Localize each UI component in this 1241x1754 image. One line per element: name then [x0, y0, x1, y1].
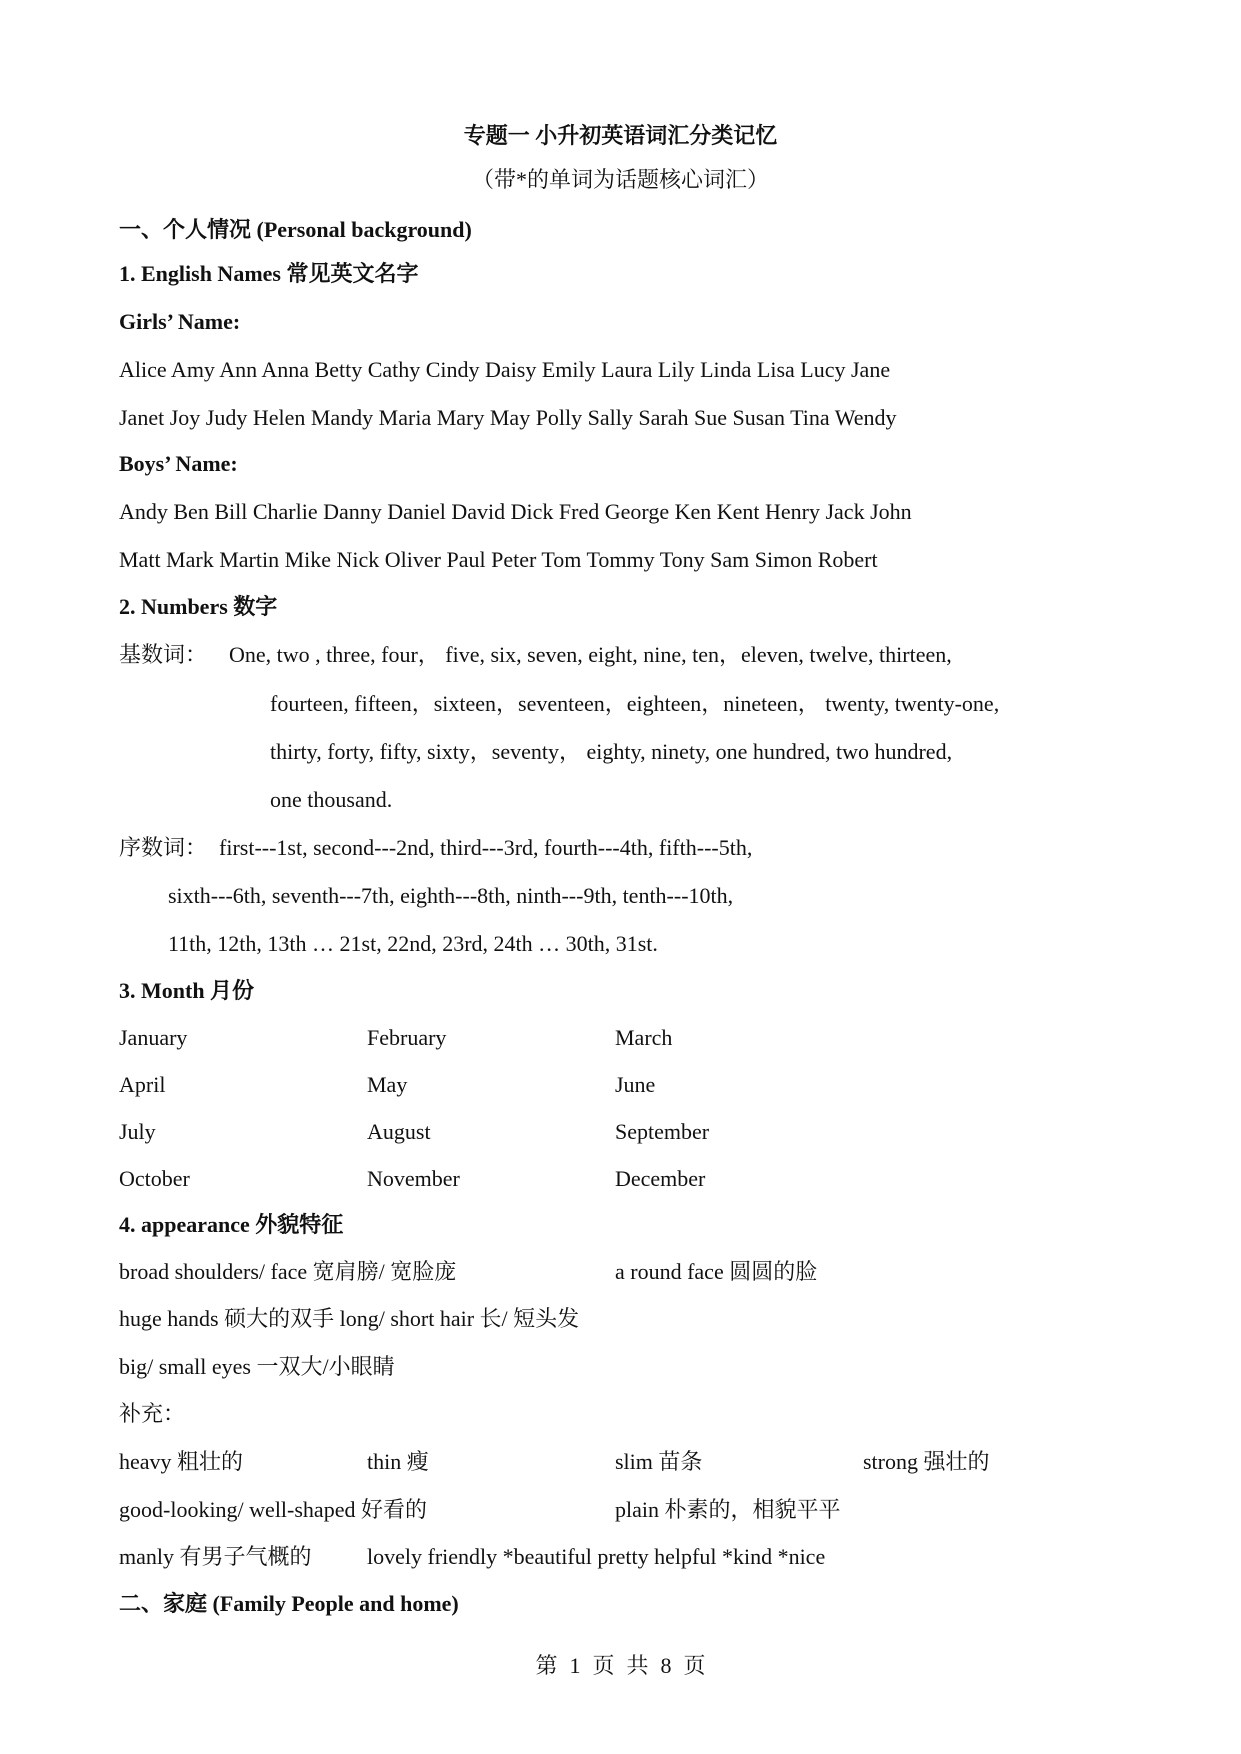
section-heading-family: 二、家庭 (Family People and home)	[119, 1591, 459, 1616]
label-girls-name: Girls’ Name:	[119, 309, 241, 334]
cardinal-line-4: one thousand.	[270, 787, 393, 812]
section-heading-personal: 一、个人情况 (Personal background)	[119, 217, 472, 242]
month-cell: October	[119, 1166, 190, 1191]
appearance-line-5b: plain 朴素的，相貌平平	[615, 1497, 841, 1522]
page-footer	[0, 1652, 1241, 1680]
appearance-word: thin 瘦	[367, 1449, 429, 1474]
footer-text: 页	[592, 1653, 615, 1678]
girls-names-line-2: Janet Joy Judy Helen Mandy Maria Mary May Polly Sally Sarah Sue Susan Tina Wendy	[119, 405, 897, 430]
month-cell: April	[119, 1072, 166, 1097]
month-cell: June	[615, 1072, 656, 1097]
month-cell: March	[615, 1025, 673, 1050]
ordinal-line-2: sixth---6th, seventh---7th, eighth---8th, ninth---9th, tenth---10th,	[168, 883, 734, 908]
appearance-line-5a: good-looking/ well-shaped 好看的	[119, 1497, 427, 1522]
cardinal-line-3: thirty, forty, fifty, sixty，seventy， eighty, ninety, one hundred, two hundred,	[270, 739, 953, 764]
boys-names-line-2: Matt Mark Martin Mike Nick Oliver Paul Peter Tom Tommy Tony Sam Simon Robert	[119, 547, 878, 572]
appearance-line-1b: a round face 圆圆的脸	[615, 1259, 818, 1284]
total-page-number: 8	[660, 1653, 672, 1678]
month-cell: December	[615, 1166, 706, 1191]
page-subtitle: （带*的单词为话题核心词汇）	[471, 167, 769, 192]
appearance-line-2: huge hands 硕大的双手 long/ short hair 长/ 短头发	[119, 1306, 580, 1331]
appearance-word: strong 强壮的	[863, 1449, 990, 1474]
ordinal-line-1: first---1st, second---2nd, third---3rd, fourth---4th, fifth---5th,	[219, 835, 753, 860]
current-page-number: 1	[569, 1653, 581, 1678]
heading-english-names: 1. English Names 常见英文名字	[119, 261, 419, 286]
page-title: 专题一 小升初英语词汇分类记忆	[463, 123, 778, 148]
heading-appearance: 4. appearance 外貌特征	[119, 1212, 344, 1237]
heading-month: 3. Month 月份	[119, 978, 255, 1003]
appearance-line-1a: broad shoulders/ face 宽肩膀/ 宽脸庞	[119, 1259, 457, 1284]
appearance-line-6a: manly 有男子气概的	[119, 1544, 312, 1569]
appearance-word: heavy 粗壮的	[119, 1449, 244, 1474]
cardinal-line-2: fourteen, fifteen，sixteen，seventeen，eighteen，nineteen， twenty, twenty-one,	[270, 691, 1000, 716]
heading-numbers: 2. Numbers 数字	[119, 594, 278, 619]
appearance-line-6b: lovely friendly *beautiful pretty helpful *kind *nice	[367, 1544, 826, 1569]
month-cell: August	[367, 1119, 431, 1144]
cardinal-line-1: One, two , three, four， five, six, seven, eight, nine, ten，eleven, twelve, thirteen,	[229, 642, 952, 667]
label-boys-name: Boys’ Name:	[119, 451, 238, 476]
footer-text: 第	[535, 1653, 558, 1678]
month-cell: February	[367, 1025, 447, 1050]
month-cell: November	[367, 1166, 460, 1191]
footer-text: 共	[626, 1653, 649, 1678]
footer-text: 页	[683, 1653, 706, 1678]
month-cell: May	[367, 1072, 408, 1097]
month-cell: January	[119, 1025, 188, 1050]
supplement-label: 补充：	[119, 1401, 186, 1426]
ordinal-line-3: 11th, 12th, 13th … 21st, 22nd, 23rd, 24th … 30th, 31st.	[168, 931, 658, 956]
appearance-word: slim 苗条	[615, 1449, 703, 1474]
appearance-line-3: big/ small eyes 一双大/小眼睛	[119, 1354, 395, 1379]
boys-names-line-1: Andy Ben Bill Charlie Danny Daniel David Dick Fred George Ken Kent Henry Jack John	[119, 499, 912, 524]
ordinal-label: 序数词：	[119, 835, 208, 860]
month-cell: September	[615, 1119, 710, 1144]
month-cell: July	[119, 1119, 156, 1144]
girls-names-line-1: Alice Amy Ann Anna Betty Cathy Cindy Daisy Emily Laura Lily Linda Lisa Lucy Jane	[119, 357, 891, 382]
cardinal-label: 基数词：	[119, 642, 208, 667]
